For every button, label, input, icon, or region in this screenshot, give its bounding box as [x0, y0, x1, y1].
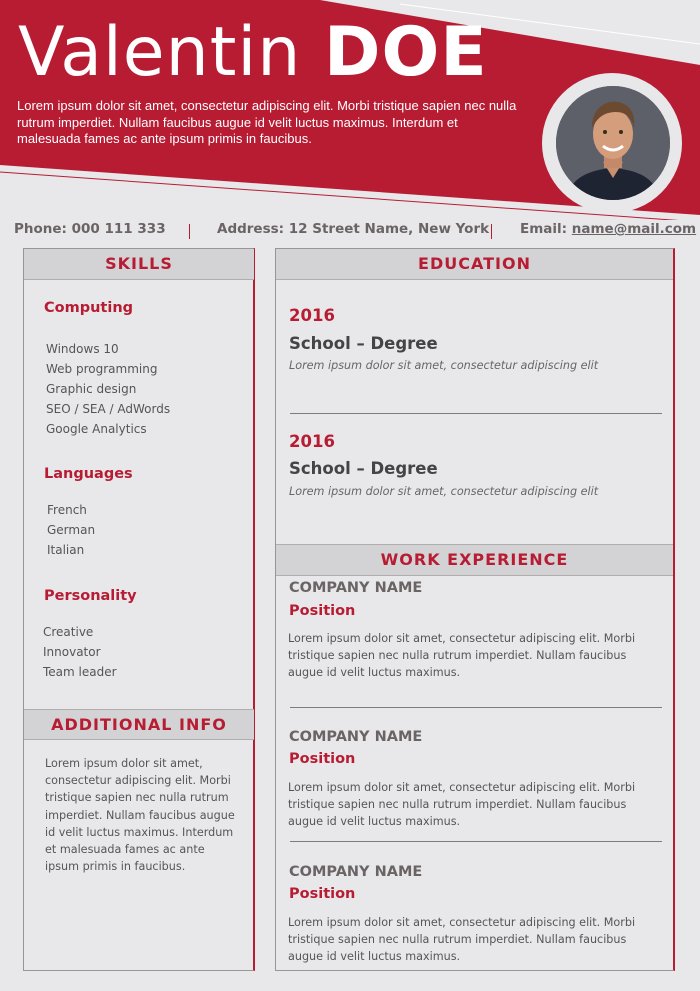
job-description: Lorem ipsum dolor sit amet, consectetur adipiscing elit. Morbi tristique sapien nec nulla rutrum imperdiet. Nullam faucibus augue id velit luctus maximus.: [288, 916, 636, 964]
computing-heading: Computing: [44, 300, 134, 316]
candidate-name: [18, 8, 488, 98]
contact-phone: Phone: 000 111 333: [14, 221, 166, 237]
additional-info-text: Lorem ipsum dolor sit amet, consectetur adipiscing elit. Morbi tristique sapien nec nulla rutrum imperdiet. Nullam faucibus augue id velit luctus maximus. Interdum et malesuada fames ac ante ipsum primis in faucibus.: [45, 757, 235, 874]
divider: [290, 413, 662, 414]
email-link[interactable]: name@mail.com: [571, 221, 697, 237]
contact-separator: [491, 224, 492, 239]
personality-item: Innovator: [43, 645, 101, 659]
company-name: COMPANY NAME: [289, 580, 423, 596]
job-description: Lorem ipsum dolor sit amet, consectetur adipiscing elit. Morbi tristique sapien nec nulla rutrum imperdiet. Nullam faucibus augue id velit luctus maximus.: [288, 781, 636, 829]
personality-item: Creative: [43, 625, 94, 639]
profile-photo: [556, 86, 670, 200]
languages-heading: Languages: [44, 466, 133, 482]
work-experience-heading: WORK EXPERIENCE: [276, 544, 673, 576]
education-degree: School – Degree: [289, 334, 438, 353]
skill-item: Google Analytics: [46, 422, 147, 436]
education-year: 2016: [289, 306, 335, 325]
education-year: 2016: [289, 432, 335, 451]
last-name: DOE: [324, 13, 488, 92]
intro-text: Lorem ipsum dolor sit amet, consectetur adipiscing elit. Morbi tristique sapien nec nulla rutrum imperdiet. Nullam faucibus augue id velit luctus maximus. Interdum et malesuada fames ac ante ipsum primis in faucibus.: [17, 98, 517, 146]
divider: [290, 841, 662, 842]
personality-item: Team leader: [43, 665, 117, 679]
language-item: Italian: [47, 543, 85, 557]
job-position: Position: [289, 603, 356, 619]
company-name: COMPANY NAME: [289, 729, 423, 745]
skill-item: SEO / SEA / AdWords: [46, 402, 171, 416]
personality-heading: Personality: [44, 588, 137, 604]
job-position: Position: [289, 751, 356, 767]
first-name: Valentin: [18, 13, 302, 92]
contact-separator: [189, 224, 190, 239]
additional-info-heading: ADDITIONAL INFO: [24, 709, 254, 740]
skill-item: Windows 10: [46, 342, 119, 356]
education-description: Lorem ipsum dolor sit amet, consectetur adipiscing elit: [289, 359, 599, 372]
email-label: Email:: [520, 221, 572, 237]
company-name: COMPANY NAME: [289, 864, 423, 880]
contact-email: [520, 221, 696, 237]
language-item: French: [47, 503, 87, 517]
education-heading: EDUCATION: [276, 249, 673, 280]
education-description: Lorem ipsum dolor sit amet, consectetur adipiscing elit: [289, 485, 599, 498]
job-description: Lorem ipsum dolor sit amet, consectetur adipiscing elit. Morbi tristique sapien nec nulla rutrum imperdiet. Nullam faucibus augue id velit luctus maximus.: [288, 632, 636, 680]
language-item: German: [47, 523, 96, 537]
job-position: Position: [289, 886, 356, 902]
contact-address: Address: 12 Street Name, New York: [217, 221, 490, 237]
skill-item: Web programming: [46, 362, 158, 376]
skill-item: Graphic design: [46, 382, 137, 396]
skills-heading: SKILLS: [24, 249, 254, 280]
divider: [290, 707, 662, 708]
education-degree: School – Degree: [289, 459, 438, 478]
